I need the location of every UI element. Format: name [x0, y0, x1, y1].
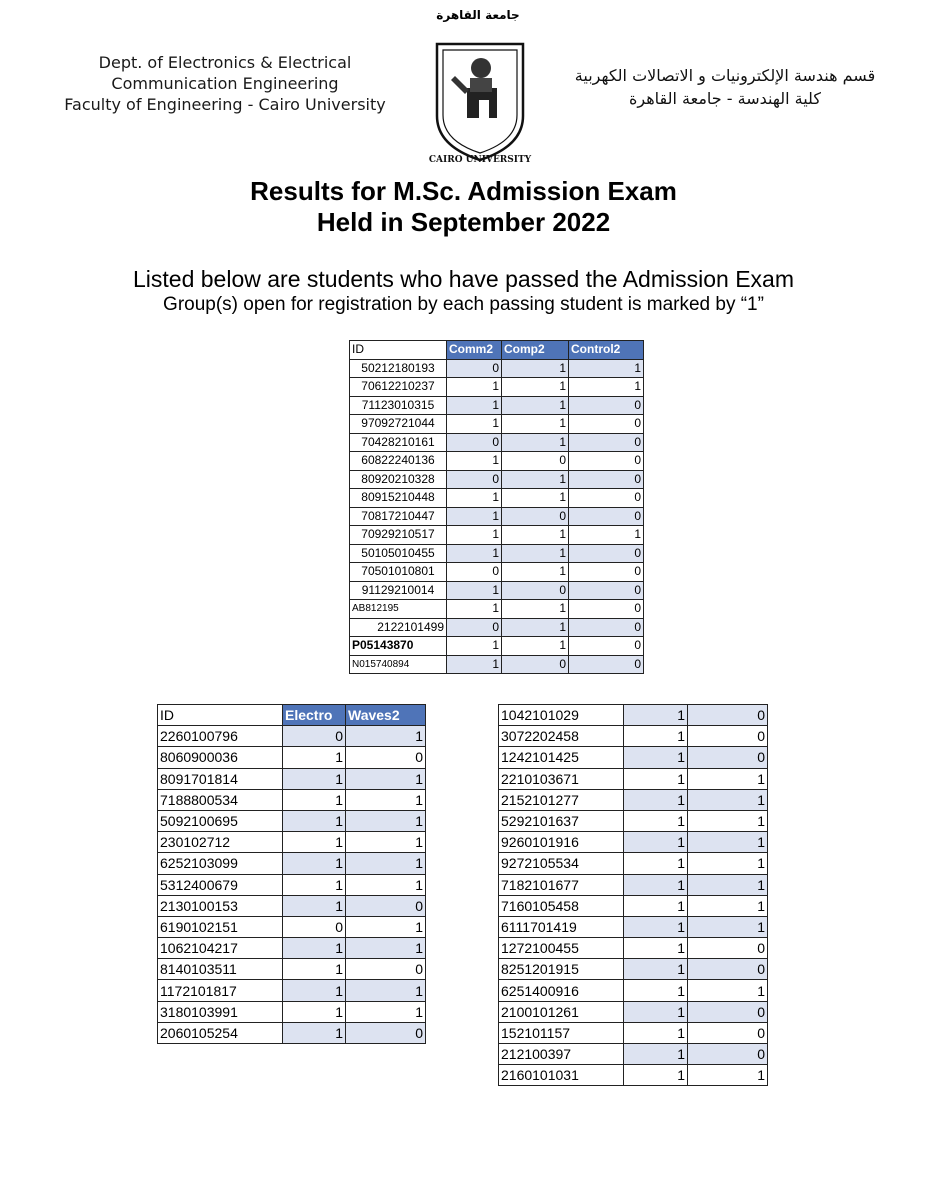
table-row — [158, 980, 426, 1001]
group-flag-cell: 1 — [502, 489, 569, 508]
page-title — [0, 176, 927, 238]
group-flag-cell: 1 — [283, 832, 346, 853]
table-row — [350, 415, 644, 434]
student-id-cell: 8060900036 — [158, 747, 283, 768]
group-flag-cell: 1 — [447, 544, 502, 563]
group-flag-cell: 0 — [688, 747, 768, 768]
table-row — [499, 938, 768, 959]
group-flag-cell: 1 — [346, 874, 426, 895]
table-row — [350, 526, 644, 545]
table-row — [350, 433, 644, 452]
table-row — [350, 452, 644, 471]
student-id-cell: 2060105254 — [158, 1022, 283, 1043]
group-flag-cell: 1 — [624, 938, 688, 959]
student-id-cell: 2160101031 — [499, 1065, 624, 1086]
student-id-cell: 5092100695 — [158, 810, 283, 831]
table-row — [499, 747, 768, 768]
group-flag-cell: 1 — [624, 1022, 688, 1043]
dept-line-3: Faculty of Engineering - Cairo University — [64, 95, 386, 114]
group-flag-cell: 0 — [569, 470, 644, 489]
table-row — [158, 938, 426, 959]
group-flag-cell: 0 — [569, 507, 644, 526]
group-flag-cell: 1 — [283, 874, 346, 895]
department-name-english — [40, 52, 410, 115]
group-flag-cell: 1 — [624, 810, 688, 831]
group-flag-cell: 0 — [569, 396, 644, 415]
group-flag-cell: 1 — [447, 415, 502, 434]
student-id-cell: 9260101916 — [499, 832, 624, 853]
student-id-cell: P05143870 — [350, 637, 447, 656]
group-flag-cell: 1 — [624, 1044, 688, 1065]
group-flag-cell: 1 — [502, 359, 569, 378]
group-flag-cell: 1 — [624, 853, 688, 874]
student-id-cell: 70929210517 — [350, 526, 447, 545]
table-row — [350, 378, 644, 397]
group-flag-cell: 1 — [624, 916, 688, 937]
group-flag-cell: 1 — [569, 359, 644, 378]
group-flag-cell: 1 — [624, 959, 688, 980]
group-flag-cell: 1 — [688, 853, 768, 874]
table-row — [499, 1044, 768, 1065]
title-line-1: Results for M.Sc. Admission Exam — [250, 176, 677, 206]
table-row — [158, 768, 426, 789]
student-id-cell: 230102712 — [158, 832, 283, 853]
registration-note: Group(s) open for registration by each passing student is marked by “1” — [163, 294, 764, 315]
cairo-university-crest-icon — [415, 38, 545, 168]
table-row — [350, 489, 644, 508]
group-flag-cell: 0 — [688, 959, 768, 980]
table-row — [499, 810, 768, 831]
student-id-cell: 8091701814 — [158, 768, 283, 789]
group-flag-cell: 1 — [502, 433, 569, 452]
student-id-cell: 1172101817 — [158, 980, 283, 1001]
student-id-cell: 2260100796 — [158, 726, 283, 747]
table-row — [158, 747, 426, 768]
group-flag-cell: 1 — [688, 895, 768, 916]
student-id-cell: 8251201915 — [499, 959, 624, 980]
table-row — [350, 563, 644, 582]
table-row — [158, 916, 426, 937]
group-flag-cell: 1 — [283, 768, 346, 789]
group-flag-cell: 1 — [447, 581, 502, 600]
student-id-cell: 2130100153 — [158, 895, 283, 916]
group-flag-cell: 0 — [447, 470, 502, 489]
student-id-cell: 71123010315 — [350, 396, 447, 415]
group-flag-cell: 1 — [283, 810, 346, 831]
group-flag-cell: 1 — [502, 600, 569, 619]
student-id-cell: 60822240136 — [350, 452, 447, 471]
table-row — [499, 895, 768, 916]
group-flag-cell: 1 — [283, 959, 346, 980]
student-id-cell: 7160105458 — [499, 895, 624, 916]
dept-line-2: Communication Engineering — [111, 74, 339, 93]
group-flag-cell: 1 — [688, 874, 768, 895]
table-row — [499, 980, 768, 1001]
student-id-cell: N015740894 — [350, 655, 447, 674]
student-id-cell: 91129210014 — [350, 581, 447, 600]
dept-line-1: Dept. of Electronics & Electrical — [98, 53, 352, 72]
table-row — [350, 618, 644, 637]
group-flag-cell: 0 — [688, 938, 768, 959]
group-flag-cell: 1 — [502, 396, 569, 415]
group-flag-cell: 1 — [346, 768, 426, 789]
table-row — [158, 810, 426, 831]
group-flag-cell: 0 — [569, 452, 644, 471]
group-flag-cell: 1 — [283, 853, 346, 874]
student-id-cell: 1242101425 — [499, 747, 624, 768]
group-flag-cell: 1 — [688, 1065, 768, 1086]
group-flag-cell: 1 — [502, 618, 569, 637]
group-flag-cell: 1 — [569, 526, 644, 545]
table-row — [350, 507, 644, 526]
table-row — [499, 726, 768, 747]
logo-text: CAIRO UNIVERSITY — [428, 155, 532, 165]
student-id-cell: 152101157 — [499, 1022, 624, 1043]
header-waves2: Waves2 — [346, 705, 426, 726]
subtitle: Listed below are students who have passed the Admission Exam — [133, 266, 794, 292]
group-flag-cell: 1 — [502, 415, 569, 434]
group-flag-cell: 0 — [688, 726, 768, 747]
group-flag-cell: 1 — [624, 726, 688, 747]
table-row — [499, 1001, 768, 1022]
group-flag-cell: 0 — [569, 433, 644, 452]
group-flag-cell: 0 — [283, 916, 346, 937]
header-id: ID — [158, 705, 283, 726]
table-row — [350, 544, 644, 563]
student-id-cell: 9272105534 — [499, 853, 624, 874]
group-flag-cell: 0 — [502, 655, 569, 674]
student-id-cell: 1272100455 — [499, 938, 624, 959]
group-flag-cell: 0 — [447, 618, 502, 637]
group-flag-cell: 1 — [447, 452, 502, 471]
group-flag-cell: 0 — [346, 1022, 426, 1043]
table-row — [350, 655, 644, 674]
group-flag-cell: 0 — [447, 359, 502, 378]
table-row — [499, 705, 768, 726]
group-flag-cell: 1 — [502, 526, 569, 545]
group-flag-cell: 1 — [283, 789, 346, 810]
student-id-cell: 6251400916 — [499, 980, 624, 1001]
table-header-row — [350, 341, 644, 360]
student-id-cell: 2100101261 — [499, 1001, 624, 1022]
university-name-arabic: جامعة القاهرة — [436, 8, 520, 22]
group-flag-cell: 0 — [502, 581, 569, 600]
group-flag-cell: 1 — [624, 747, 688, 768]
dept-ar-line-1: قسم هندسة الإلكترونيات و الاتصالات الكهربية — [574, 66, 876, 85]
table-row — [158, 853, 426, 874]
group-flag-cell: 1 — [624, 874, 688, 895]
table-row — [158, 874, 426, 895]
table-row — [158, 832, 426, 853]
group-flag-cell: 1 — [624, 1001, 688, 1022]
dept-ar-line-2: كلية الهندسة - جامعة القاهرة — [629, 89, 821, 108]
table-row — [499, 959, 768, 980]
group-flag-cell: 1 — [502, 378, 569, 397]
table-row — [158, 726, 426, 747]
table-header-row — [158, 705, 426, 726]
group-flag-cell: 0 — [688, 1022, 768, 1043]
group-flag-cell: 0 — [569, 563, 644, 582]
student-id-cell: 70428210161 — [350, 433, 447, 452]
table-row — [499, 1022, 768, 1043]
group-flag-cell: 1 — [283, 1022, 346, 1043]
student-id-cell: 70612210237 — [350, 378, 447, 397]
group-flag-cell: 1 — [346, 810, 426, 831]
table-row — [158, 1022, 426, 1043]
group-flag-cell: 0 — [688, 1044, 768, 1065]
student-id-cell: 5312400679 — [158, 874, 283, 895]
group-flag-cell: 1 — [447, 489, 502, 508]
table-row — [499, 916, 768, 937]
group-flag-cell: 1 — [624, 980, 688, 1001]
student-id-cell: 2122101499 — [350, 618, 447, 637]
group-flag-cell: 0 — [569, 544, 644, 563]
results-table-comm-comp-control — [349, 340, 644, 674]
group-flag-cell: 1 — [502, 563, 569, 582]
student-id-cell: 2210103671 — [499, 768, 624, 789]
student-id-cell: 3180103991 — [158, 1001, 283, 1022]
student-id-cell: AB812195 — [350, 600, 447, 619]
group-flag-cell: 0 — [688, 1001, 768, 1022]
group-flag-cell: 1 — [624, 1065, 688, 1086]
student-id-cell: 7182101677 — [499, 874, 624, 895]
group-flag-cell: 1 — [346, 938, 426, 959]
group-flag-cell: 1 — [502, 637, 569, 656]
group-flag-cell: 0 — [502, 452, 569, 471]
student-id-cell: 1062104217 — [158, 938, 283, 959]
table-row — [499, 874, 768, 895]
group-flag-cell: 1 — [447, 637, 502, 656]
table-row — [158, 959, 426, 980]
group-flag-cell: 1 — [346, 853, 426, 874]
department-name-arabic — [540, 64, 910, 110]
title-line-2: Held in September 2022 — [316, 207, 611, 237]
header-comm2: Comm2 — [447, 341, 502, 360]
table-row — [499, 789, 768, 810]
group-flag-cell: 1 — [346, 726, 426, 747]
group-flag-cell: 1 — [502, 470, 569, 489]
header-id: ID — [350, 341, 447, 360]
student-id-cell: 5292101637 — [499, 810, 624, 831]
student-id-cell: 7188800534 — [158, 789, 283, 810]
table-row — [499, 853, 768, 874]
student-id-cell: 50212180193 — [350, 359, 447, 378]
group-flag-cell: 1 — [346, 916, 426, 937]
header-control2: Control2 — [569, 341, 644, 360]
group-flag-cell: 0 — [569, 655, 644, 674]
group-flag-cell: 1 — [346, 980, 426, 1001]
group-flag-cell: 0 — [569, 581, 644, 600]
student-id-cell: 1042101029 — [499, 705, 624, 726]
student-id-cell: 6252103099 — [158, 853, 283, 874]
group-flag-cell: 1 — [688, 789, 768, 810]
group-flag-cell: 0 — [346, 747, 426, 768]
group-flag-cell: 0 — [502, 507, 569, 526]
header-electro: Electro — [283, 705, 346, 726]
student-id-cell: 6190102151 — [158, 916, 283, 937]
student-id-cell: 80920210328 — [350, 470, 447, 489]
group-flag-cell: 1 — [283, 980, 346, 1001]
table-row — [158, 895, 426, 916]
table-row — [350, 359, 644, 378]
group-flag-cell: 1 — [688, 768, 768, 789]
group-flag-cell: 1 — [688, 916, 768, 937]
group-flag-cell: 0 — [569, 489, 644, 508]
results-table-electro-waves — [157, 704, 426, 1044]
table-row — [499, 832, 768, 853]
table-row — [499, 1065, 768, 1086]
results-table-electro-waves-continued — [498, 704, 768, 1086]
group-flag-cell: 1 — [447, 526, 502, 545]
group-flag-cell: 1 — [624, 832, 688, 853]
student-id-cell: 70501010801 — [350, 563, 447, 582]
group-flag-cell: 1 — [283, 1001, 346, 1022]
table-row — [350, 600, 644, 619]
group-flag-cell: 1 — [447, 655, 502, 674]
group-flag-cell: 1 — [447, 600, 502, 619]
table-row — [158, 789, 426, 810]
student-id-cell: 70817210447 — [350, 507, 447, 526]
group-flag-cell: 1 — [624, 705, 688, 726]
table-row — [158, 1001, 426, 1022]
group-flag-cell: 0 — [346, 959, 426, 980]
group-flag-cell: 1 — [283, 938, 346, 959]
header-comp2: Comp2 — [502, 341, 569, 360]
group-flag-cell: 1 — [346, 832, 426, 853]
table-row — [350, 470, 644, 489]
student-id-cell: 97092721044 — [350, 415, 447, 434]
table-row — [350, 396, 644, 415]
group-flag-cell: 1 — [283, 895, 346, 916]
group-flag-cell: 0 — [346, 895, 426, 916]
table-row — [499, 768, 768, 789]
student-id-cell: 8140103511 — [158, 959, 283, 980]
group-flag-cell: 1 — [447, 378, 502, 397]
table-row — [350, 637, 644, 656]
group-flag-cell: 0 — [688, 705, 768, 726]
group-flag-cell: 0 — [447, 563, 502, 582]
group-flag-cell: 1 — [346, 789, 426, 810]
student-id-cell: 3072202458 — [499, 726, 624, 747]
group-flag-cell: 1 — [624, 895, 688, 916]
group-flag-cell: 0 — [569, 415, 644, 434]
table-row — [350, 581, 644, 600]
student-id-cell: 80915210448 — [350, 489, 447, 508]
group-flag-cell: 1 — [447, 507, 502, 526]
group-flag-cell: 1 — [283, 747, 346, 768]
group-flag-cell: 1 — [447, 396, 502, 415]
group-flag-cell: 0 — [447, 433, 502, 452]
student-id-cell: 50105010455 — [350, 544, 447, 563]
group-flag-cell: 1 — [346, 1001, 426, 1022]
group-flag-cell: 0 — [569, 600, 644, 619]
student-id-cell: 2152101277 — [499, 789, 624, 810]
group-flag-cell: 1 — [624, 768, 688, 789]
group-flag-cell: 1 — [688, 980, 768, 1001]
group-flag-cell: 1 — [688, 810, 768, 831]
student-id-cell: 6111701419 — [499, 916, 624, 937]
group-flag-cell: 0 — [283, 726, 346, 747]
group-flag-cell: 1 — [624, 789, 688, 810]
group-flag-cell: 0 — [569, 637, 644, 656]
group-flag-cell: 1 — [688, 832, 768, 853]
group-flag-cell: 1 — [502, 544, 569, 563]
student-id-cell: 212100397 — [499, 1044, 624, 1065]
group-flag-cell: 1 — [569, 378, 644, 397]
group-flag-cell: 0 — [569, 618, 644, 637]
